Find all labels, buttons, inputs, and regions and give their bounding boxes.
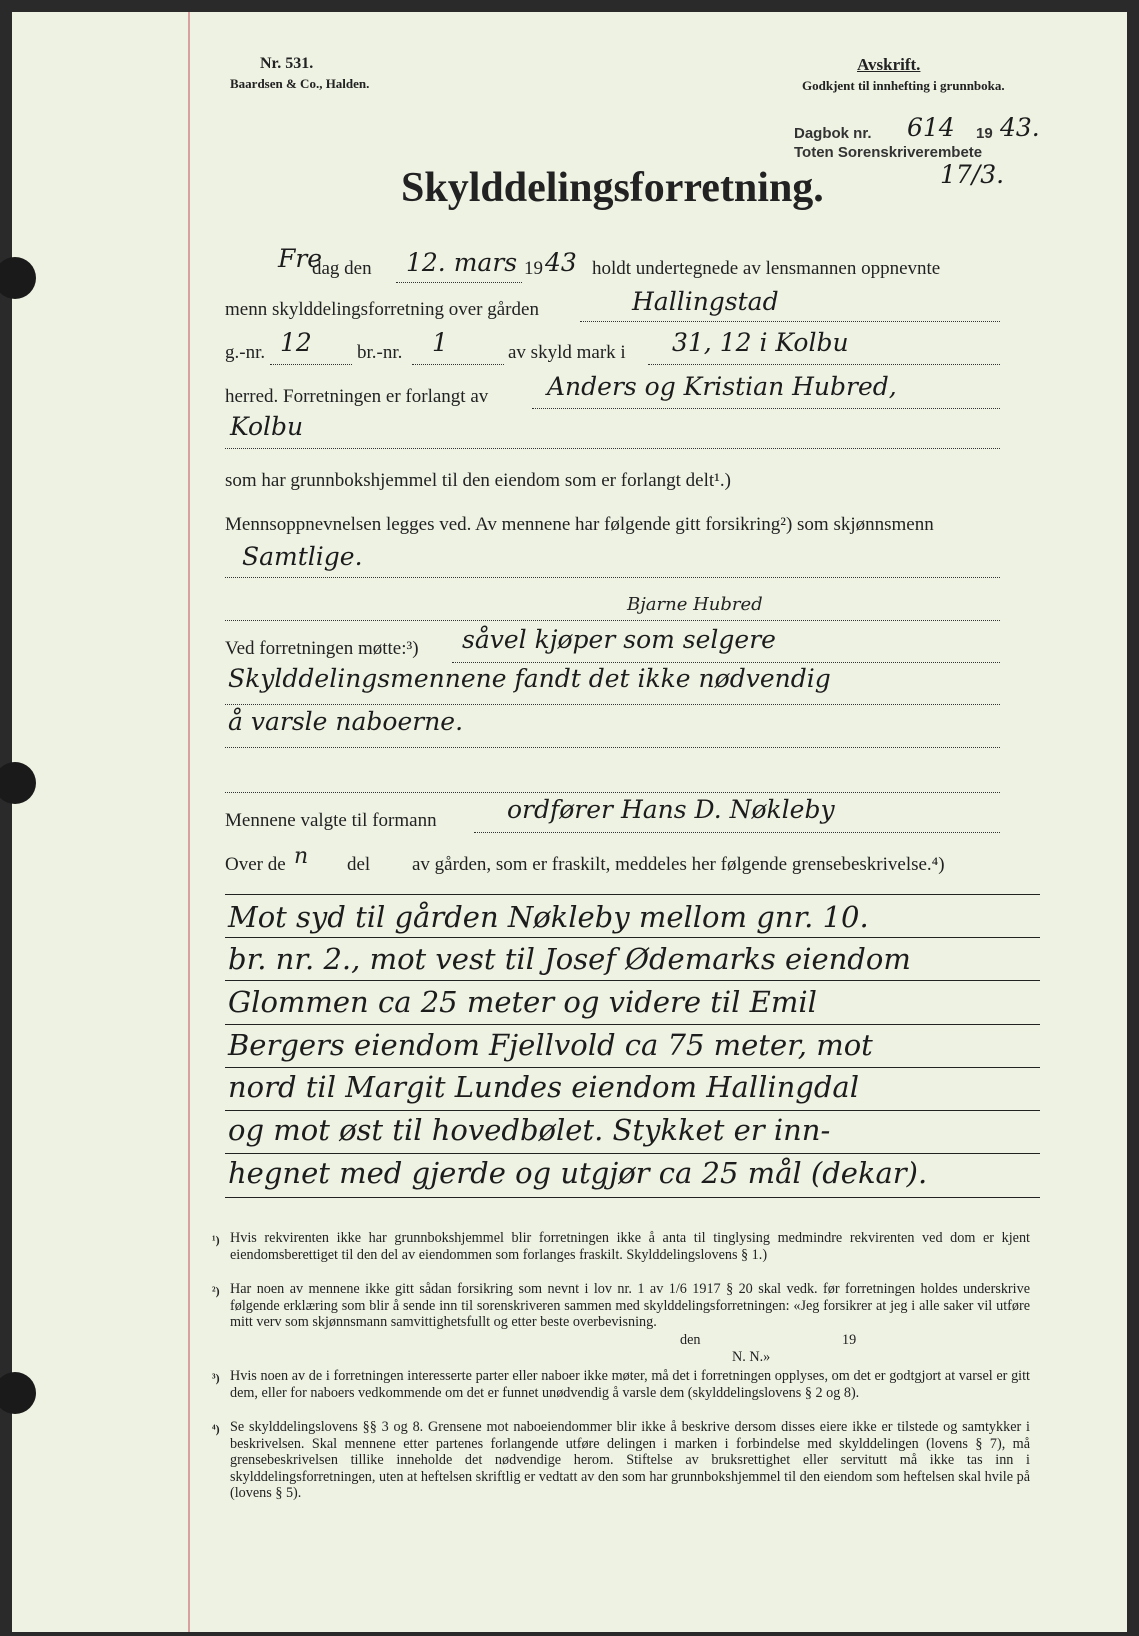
label-requested: herred. Forretningen er forlangt av xyxy=(225,386,489,407)
assessment-value: 31, 12 i Kolbu xyxy=(672,328,849,357)
brnr-value: 1 xyxy=(432,328,448,357)
requester-fill-line xyxy=(532,408,1000,409)
gnr-value: 12 xyxy=(280,328,312,357)
blank-fill-line xyxy=(225,620,1000,621)
footnote-number: ⁴) xyxy=(212,1422,220,1436)
weekday-prefix: Fre xyxy=(278,244,323,273)
date-value: 12. mars xyxy=(406,248,518,277)
attended-fill-line xyxy=(452,662,1000,663)
brnr-fill-line xyxy=(412,364,504,365)
margin-line xyxy=(188,12,190,1632)
description-rule xyxy=(225,980,1040,981)
approval-note: Godkjent til innhefting i grunnboka. xyxy=(802,78,1005,93)
farm-name: Hallingstad xyxy=(632,287,779,316)
attended-fill-line-3 xyxy=(225,747,1000,748)
attended-note-1: Skylddelingsmennene fandt det ikke nødvendig xyxy=(228,664,831,693)
chairman-value: ordfører Hans D. Nøkleby xyxy=(507,795,835,824)
stamp-date: 17/3. xyxy=(940,160,1005,189)
description-line-6: og mot øst til hovedbølet. Stykket er inn- xyxy=(228,1113,831,1147)
description-rule xyxy=(225,894,1040,895)
description-line-3: Glommen ca 25 meter og videre til Emil xyxy=(228,985,817,1019)
footnote-number: ³) xyxy=(212,1371,220,1385)
year-prefix: 19 xyxy=(524,258,543,279)
requester-place-fill-line xyxy=(225,448,1000,449)
label-assessment: av skyld mark i xyxy=(508,342,626,363)
label-men: menn skylddelingsforretning over gården xyxy=(225,299,539,320)
office-stamp: Toten Sorenskriverembete xyxy=(794,144,983,161)
assurance-value: Samtlige. xyxy=(242,542,363,571)
label-gnr: g.-nr. xyxy=(225,342,266,363)
publisher: Baardsen & Co., Halden. xyxy=(230,76,370,91)
assessment-fill-line xyxy=(648,364,1000,365)
label-part: del xyxy=(347,854,371,875)
footnote-2-date-label: den xyxy=(680,1332,701,1348)
chairman-fill-line xyxy=(474,832,1000,833)
footnote-1: Hvis rekvirenten ikke har grunnbokshjemmel blir forretningen ikke å anta til tinglysing medmindre rekvirenten ved dom er kjent eiendomsberettiget til den del av eiendommen som forlanges fraskilt. Skylddelingslovens § 1.) xyxy=(230,1230,1030,1263)
description-line-2: br. nr. 2., mot vest til Josef Ødemarks eiendom xyxy=(228,942,911,976)
footnote-4: Se skylddelingslovens §§ 3 og 8. Grensene mot naboeiendommer blir ikke å beskrive dersom disses eiere ikke er tilstede og samtykker i beskrivelsen. Skal mennene etter partenes forlangende utføre delingen i marken i forbindelse med skylddelingen (lovens § 7), må grensebeskrivelsen tillike inneholde det nødvendige herom. Stiftelse av bruksrettighet eller servitutt må ikke tas inn i skylddelingsforretningen, uten at heftelsen skriftlig er vedtatt av den som har grunnbokshjemmel til den eiendom som heftelsen skal hvile på (lovens § 5). xyxy=(230,1419,1030,1502)
document-title: Skylddelingsforretning. xyxy=(401,165,824,211)
punch-hole xyxy=(0,1372,36,1414)
description-rule xyxy=(225,1153,1040,1154)
punch-hole xyxy=(0,762,36,804)
footnote-number: ²) xyxy=(212,1284,220,1298)
year-value: 43 xyxy=(545,248,577,277)
farm-fill-line xyxy=(580,321,1000,322)
attended-fill-line-4 xyxy=(225,792,1000,793)
label-chairman: Mennene valgte til formann xyxy=(225,810,437,831)
part-suffix: n xyxy=(294,844,309,869)
gnr-fill-line xyxy=(270,364,352,365)
description-rule xyxy=(225,1067,1040,1068)
label-appointment: Mennsoppnevnelsen legges ved. Av mennene har følgende gitt forsikring²) som skjønnsmenn xyxy=(225,514,934,535)
attendee-name-insert: Bjarne Hubred xyxy=(627,594,763,615)
journal-year-suffix: 43. xyxy=(1000,113,1040,142)
document-page xyxy=(12,12,1127,1632)
label-title-holder: som har grunnbokshjemmel til den eiendom som er forlangt delt¹.) xyxy=(225,470,731,491)
description-line-1: Mot syd til gården Nøkleby mellom gnr. 10. xyxy=(228,900,869,934)
description-rule xyxy=(225,1024,1040,1025)
footnote-2-signature: N. N.» xyxy=(732,1349,771,1365)
assurance-fill-line xyxy=(225,577,1000,578)
punch-hole xyxy=(0,257,36,299)
attended-note-2: å varsle naboerne. xyxy=(228,707,464,736)
date-fill-line xyxy=(396,282,522,283)
description-rule xyxy=(225,1110,1040,1111)
footnote-2: Har noen av mennene ikke gitt sådan forsikring som nevnt i lov nr. 1 av 1/6 1917 § 20 skal vedk. før forretningen holdes underskrive følgende erklæring som blir å sende inn til sorenskriveren sammen med skylddelingsforretningen: «Jeg forsikrer at jeg i alle saker vil utføre mitt verv som skjønnsmann samvittighetsfullt og etter beste overbevisning. xyxy=(230,1281,1030,1331)
label-boundary: av gården, som er fraskilt, meddeles her følgende grensebeskrivelse.⁴) xyxy=(412,854,945,875)
footnote-3: Hvis noen av de i forretningen interesserte parter eller naboer ikke møter, må det i forretningen opplyses, om det er godtgjort at varsel er gitt dem, eller for naboers vedkommende om det er funnet unødvendig å varsle dem (skylddelingslovens § 2 og 8). xyxy=(230,1368,1030,1401)
description-line-5: nord til Margit Lundes eiendom Hallingdal xyxy=(228,1070,859,1104)
journal-number: 614 xyxy=(907,113,955,142)
description-line-4: Bergers eiendom Fjellvold ca 75 meter, mot xyxy=(228,1028,873,1062)
footnote-number: ¹) xyxy=(212,1233,220,1247)
requester-value: Anders og Kristian Hubred, xyxy=(547,372,897,401)
attended-fill-line-2 xyxy=(225,704,1000,705)
label-brnr: br.-nr. xyxy=(357,342,403,363)
footnote-2-year-prefix: 19 xyxy=(842,1332,857,1348)
copy-label: Avskrift. xyxy=(857,55,921,74)
journal-year-prefix: 19 xyxy=(976,125,993,142)
label-held: holdt undertegnede av lensmannen oppnevnte xyxy=(592,258,941,279)
description-line-7: hegnet med gjerde og utgjør ca 25 mål (dekar). xyxy=(228,1156,928,1190)
description-rule xyxy=(225,937,1040,938)
journal-stamp-label: Dagbok nr. xyxy=(794,125,872,142)
label-day: dag den xyxy=(312,258,372,279)
form-number: Nr. 531. xyxy=(260,55,314,72)
label-attended: Ved forretningen møtte:³) xyxy=(225,638,419,659)
requester-place: Kolbu xyxy=(230,412,304,441)
attended-value: såvel kjøper som selgere xyxy=(462,625,776,654)
label-over-the: Over de xyxy=(225,854,286,875)
description-rule xyxy=(225,1197,1040,1198)
